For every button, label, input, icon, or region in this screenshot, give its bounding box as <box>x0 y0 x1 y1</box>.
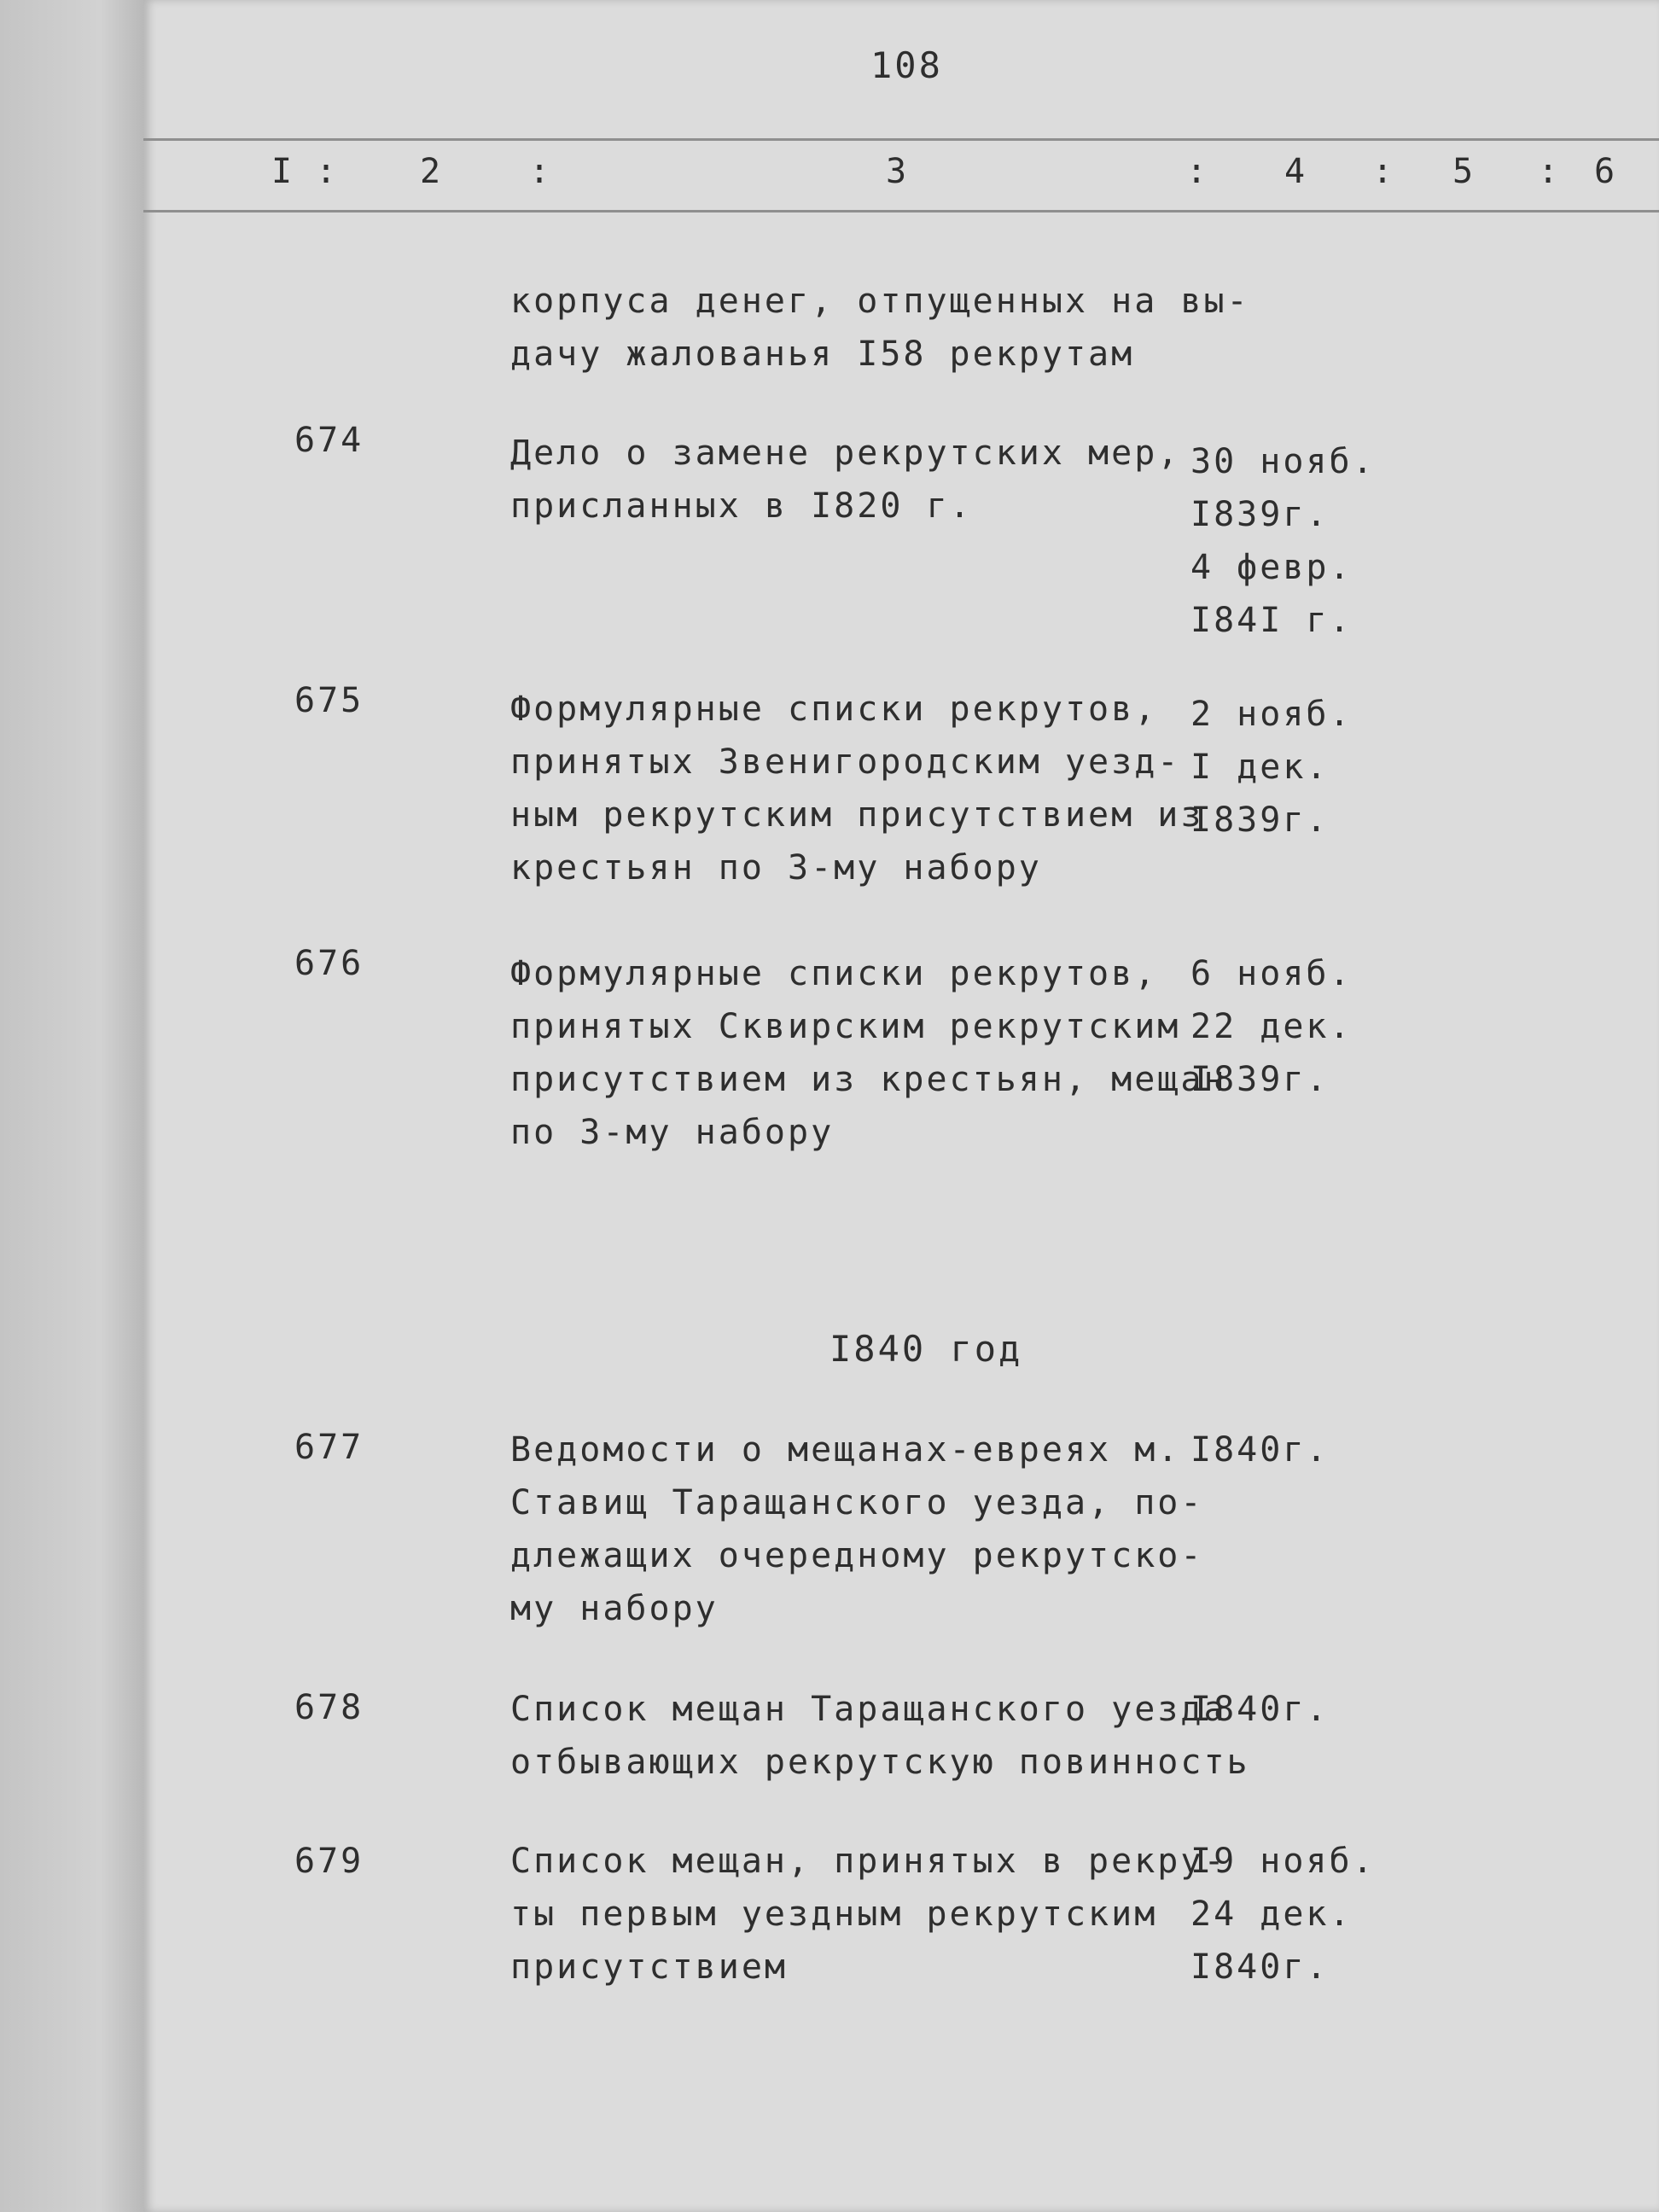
header-separator: : <box>1538 152 1559 191</box>
entry-dates: 30 нояб. I839г. 4 февр. I84I г. <box>1190 442 1376 640</box>
header-col-1: I <box>271 152 293 191</box>
header-col-5: 5 <box>1452 152 1474 191</box>
entry-number: 678 <box>294 1688 364 1727</box>
entry-description: Формулярные списки рекрутов, принятых Звенигородским уезд- ным рекрутским присутствием из крестьян по 3-му набору <box>510 690 1204 888</box>
header-separator: : <box>1186 152 1208 191</box>
header-separator: : <box>529 152 550 191</box>
entry-description: Список мещан Таращанского уезда отбывающих рекрутскую повинность <box>510 1690 1250 1782</box>
entry-description: Формулярные списки рекрутов, принятых Сквирским рекрутским присутствием из крестьян, мещан по 3-му набору <box>510 954 1227 1152</box>
page-number: 108 <box>870 44 943 86</box>
header-separator: : <box>316 152 337 191</box>
continuation-description: корпуса денег, отпущенных на вы- дачу жалованья I58 рекрутам <box>510 282 1250 374</box>
book-binding <box>0 0 143 2212</box>
entry-number: 676 <box>294 944 364 983</box>
entry-description: Ведомости о мещанах-евреях м. Ставищ Таращанского уезда, по- длежащих очередному рекрутско- му набору <box>510 1430 1204 1628</box>
entry-description: Список мещан, принятых в рекру- ты первым уездным рекрутским присутствием <box>510 1842 1227 1987</box>
header-col-6: 6 <box>1594 152 1615 191</box>
entry-number: 677 <box>294 1428 364 1467</box>
entry-number: 679 <box>294 1842 364 1881</box>
entry-dates: 6 нояб. 22 дек. I839г. <box>1190 954 1353 1099</box>
entry-dates: I840г. <box>1190 1430 1330 1470</box>
table-header-top-rule <box>143 138 1659 141</box>
entry-dates: 2 нояб. I дек. I839г. <box>1190 695 1353 840</box>
entry-dates: I9 нояб. 24 дек. I840г. <box>1190 1842 1376 1987</box>
header-col-2: 2 <box>420 152 441 191</box>
entry-number: 675 <box>294 681 364 720</box>
entry-number: 674 <box>294 421 364 460</box>
table-header-bottom-rule <box>143 210 1659 212</box>
year-heading: I840 год <box>830 1328 1023 1370</box>
header-col-4: 4 <box>1284 152 1306 191</box>
header-col-3: 3 <box>886 152 907 191</box>
entry-dates: I840г. <box>1190 1690 1330 1729</box>
entry-description: Дело о замене рекрутских мер, присланных в I820 г. <box>510 434 1181 526</box>
header-separator: : <box>1372 152 1394 191</box>
